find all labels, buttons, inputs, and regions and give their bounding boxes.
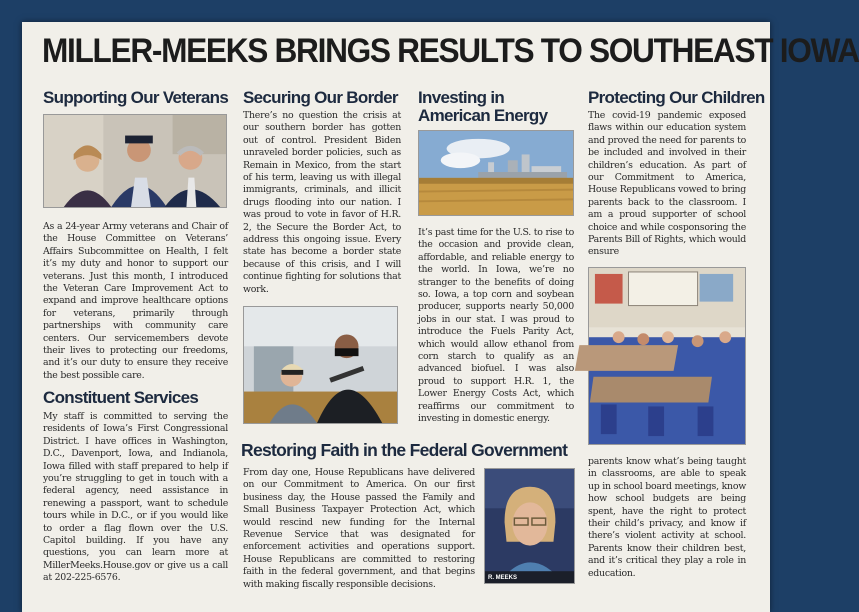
classroom-photo — [588, 267, 746, 445]
newsletter-page — [22, 22, 859, 612]
children-body-top: The covid-19 pandemic exposed flaws within our education system and proved the need for parents to be included and involved in their children’s education. As part of our Commitment to America, House Republicans vowed to bring parents back to the classroom. I am a proud supporter of school choice and while cosponsoring the Parents Bill of Rights, which would ensure — [588, 110, 746, 258]
energy-heading-line2: American Energy — [418, 106, 548, 125]
border-heading: Securing Our Border — [243, 88, 398, 107]
veterans-heading: Supporting Our Veterans — [43, 88, 229, 107]
energy-body: It’s past time for the U.S. to rise to the occasion and provide clean, affordable, and reliable energy to the world. In Iowa, we’re no stranger to the benefits of doing so. Iowa, a top corn and soybean producer, supports nearly 50,000 jobs in our stat. I was proud to introduce the Fuels Parity Act, which would allow ethanol from corn starch to qualify as an advanced biofuel. I was also proud to support H.R. 1, the Lower Energy Costs Act, which reaffirms our commitment to investing in domestic energy. — [418, 227, 574, 425]
border-photo — [243, 306, 398, 424]
portrait-nameplate: R. MEEKS — [488, 575, 518, 581]
veterans-body: As a 24-year Army veterans and Chair of the House Committee on Veterans’ Affairs Subcommittee on Health, I felt it’s my duty and honor to support our veterans. Just this month, I introduced the Veteran Care Improvement Act to expand and improve healthcare options for veterans, primarily through partnerships with community care centers. Our servicemembers devote their lives to protecting our freedoms, and it’s our duty to ensure they receive the best possible care. — [43, 221, 228, 381]
constituent-services-heading: Constituent Services — [43, 388, 199, 407]
constituent-services-body: My staff is committed to serving the residents of Iowa’s First Congressional District. I have offices in Washington, D.C., Davenport, Iowa, and Indianola, Iowa filled with staff prepared to help if you’re struggling to get in touch with a federal agency, need assistance in renewing a passport, want to schedule tours while in D.C., or if you would like to order a flag flown over the U.S. Capitol building. If you have any questions, you can learn more at MillerMeeks.House.gov or give us a call at 202-225-6576. — [43, 411, 228, 584]
veterans-photo — [43, 114, 227, 208]
border-body: There’s no question the crisis at our southern border has gotten out of control. President Biden unraveled border policies, such as Remain in Mexico, from the start of his term, leaving us with illegal immigrants, criminals, and illicit drugs flooding into our nation. I was proud to vote in favor of H.R. 2, the Secure the Border Act, to address this ongoing issue. Every state has become a border state because of this crisis, and I will continue fighting for solutions that work. — [243, 110, 401, 295]
children-heading: Protecting Our Children — [588, 88, 765, 107]
children-body-bottom: parents know what’s being taught in classrooms, are able to speak up in school board meetings, know how school budgets are being spent, have the right to protect their child’s privacy, and know if there’s violent activity at school. Parents know their children best, and it’s critical they play a role in education. — [588, 456, 746, 579]
energy-photo — [418, 130, 574, 216]
energy-heading-line1: Investing in — [418, 88, 505, 107]
faith-heading: Restoring Faith in the Federal Government — [241, 440, 568, 460]
faith-body: From day one, House Republicans have delivered on our Commitment to America. On our first business day, the House passed the Family and Small Business Taxpayer Protection Act, which would rescind new funding for the Internal Revenue Service that was designated for enforcement activities and operations support. House Republicans are committed to restoring faith in the federal government, and that begins with making fiscally responsible decisions. — [243, 467, 475, 590]
page-headline: MILLER-MEEKS BRINGS RESULTS TO SOUTHEAST IOWA — [42, 32, 859, 70]
official-portrait-photo — [484, 468, 575, 584]
